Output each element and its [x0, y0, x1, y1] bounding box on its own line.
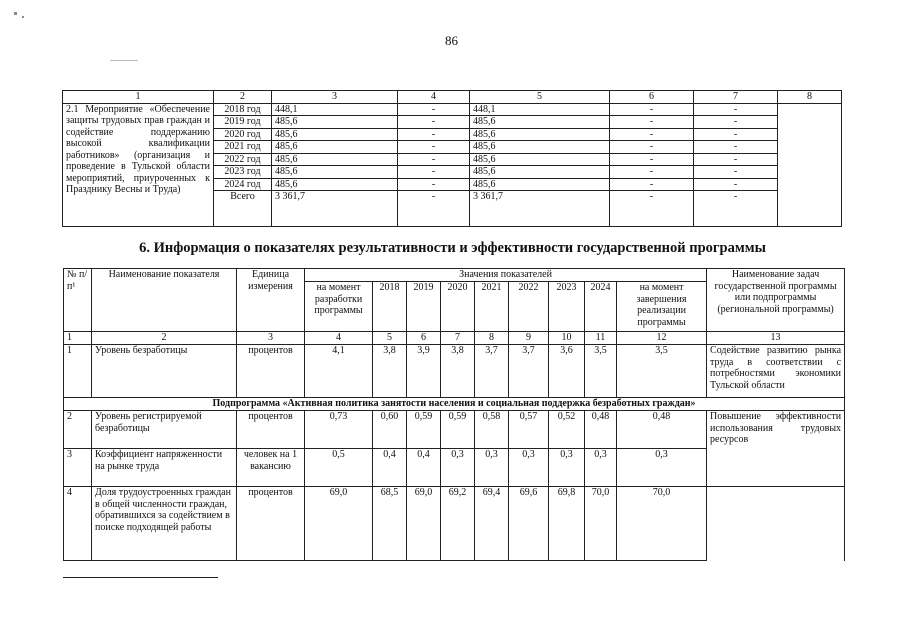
year-cell: 2020 год — [214, 128, 272, 141]
empty-cell — [778, 103, 842, 227]
subprogram-row — [64, 398, 845, 411]
value-cell: 0,3 — [585, 449, 617, 487]
value-cell: 485,6 — [272, 141, 398, 154]
value-cell: 69,2 — [441, 487, 475, 561]
value-cell: 448,1 — [470, 103, 610, 116]
col-number: 11 — [585, 332, 617, 345]
value-cell: 69,0 — [407, 487, 441, 561]
value-cell: - — [398, 178, 470, 191]
col-number: 5 — [373, 332, 407, 345]
value-cell: 485,6 — [470, 166, 610, 179]
header-cell: 3 — [272, 91, 398, 104]
year-header: 2023 — [549, 282, 585, 332]
year-header: 2018 — [373, 282, 407, 332]
year-header: 2022 — [509, 282, 549, 332]
header-cell: Значения показателей — [305, 269, 707, 282]
value-cell: - — [610, 141, 694, 154]
value-cell: - — [398, 116, 470, 129]
unit-cell: процентов — [237, 345, 305, 398]
indicator-name: Уровень регистрируемой безработицы — [92, 411, 237, 449]
value-cell: 0,59 — [407, 411, 441, 449]
table-row — [63, 103, 842, 116]
value-cell: 4,1 — [305, 345, 373, 398]
table-header-row — [63, 91, 842, 104]
value-cell: - — [694, 178, 778, 191]
value-cell: - — [610, 103, 694, 116]
header-cell: 7 — [694, 91, 778, 104]
col-number: 12 — [617, 332, 707, 345]
header-cell: Наименование задач государственной программы или подпрограммы (региональной программы) — [707, 269, 845, 332]
year-cell: 2024 год — [214, 178, 272, 191]
value-cell: 485,6 — [272, 128, 398, 141]
value-cell: - — [610, 191, 694, 227]
year-cell: Всего — [214, 191, 272, 227]
table-row — [64, 487, 845, 561]
value-cell: 0,59 — [441, 411, 475, 449]
col-number: 13 — [707, 332, 845, 345]
value-cell: - — [398, 153, 470, 166]
table-row — [64, 345, 845, 398]
col-number: 2 — [92, 332, 237, 345]
value-cell: 0,4 — [407, 449, 441, 487]
value-cell: 485,6 — [272, 116, 398, 129]
year-cell: 2023 год — [214, 166, 272, 179]
value-cell: 3,7 — [475, 345, 509, 398]
activity-cell: 2.1 Мероприятие «Обеспечение защиты трудовых прав граждан и содействие поддержанию высокой квалификации работников» (организация и проведение в Тульской области мероприятий, приуроченных к Празднику Весны и Труда) — [63, 103, 214, 227]
header-cell: 5 — [470, 91, 610, 104]
value-cell: 3,8 — [373, 345, 407, 398]
value-cell: 0,3 — [549, 449, 585, 487]
section-heading: 6. Информация о показателях результативности и эффективности государственной программы — [139, 240, 766, 256]
value-cell: 0,57 — [509, 411, 549, 449]
footnote-separator — [63, 577, 218, 578]
header-cell: на момент разработки программы — [305, 282, 373, 332]
col-number: 9 — [509, 332, 549, 345]
value-cell: 3,5 — [617, 345, 707, 398]
header-cell: Наименование показателя — [92, 269, 237, 332]
value-cell: 485,6 — [470, 153, 610, 166]
year-header: 2019 — [407, 282, 441, 332]
value-cell: - — [694, 166, 778, 179]
indicator-name: Доля трудоустроенных граждан в общей численности граждан, обратившихся за содействием в поиске подходящей работы — [92, 487, 237, 561]
value-cell: 0,3 — [509, 449, 549, 487]
header-cell: № п/п¹ — [64, 269, 92, 332]
table-row — [64, 411, 845, 449]
value-cell: - — [610, 166, 694, 179]
value-cell: 70,0 — [617, 487, 707, 561]
unit-cell: процентов — [237, 411, 305, 449]
value-cell: - — [398, 141, 470, 154]
value-cell: 485,6 — [470, 116, 610, 129]
value-cell: 3,6 — [549, 345, 585, 398]
value-cell: 0,58 — [475, 411, 509, 449]
value-cell: 0,5 — [305, 449, 373, 487]
value-cell: 485,6 — [470, 128, 610, 141]
value-cell: 485,6 — [470, 141, 610, 154]
year-header: 2024 — [585, 282, 617, 332]
unit-cell: человек на 1 вакансию — [237, 449, 305, 487]
value-cell: 0,48 — [617, 411, 707, 449]
value-cell: 485,6 — [272, 178, 398, 191]
task-cell: Повышение эффективности использования трудовых ресурсов — [707, 411, 845, 487]
value-cell: 0,48 — [585, 411, 617, 449]
scan-speck — [22, 16, 24, 18]
row-number: 1 — [64, 345, 92, 398]
page-number: 86 — [445, 33, 458, 48]
value-cell: - — [398, 191, 470, 227]
value-cell: 3,9 — [407, 345, 441, 398]
row-number: 2 — [64, 411, 92, 449]
value-cell: 0,4 — [373, 449, 407, 487]
header-cell: 2 — [214, 91, 272, 104]
value-cell: - — [694, 128, 778, 141]
funding-table — [62, 90, 842, 227]
value-cell: - — [610, 178, 694, 191]
value-cell: 0,60 — [373, 411, 407, 449]
value-cell: - — [694, 141, 778, 154]
indicator-name: Уровень безработицы — [92, 345, 237, 398]
value-cell: 485,6 — [470, 178, 610, 191]
value-cell: 69,6 — [509, 487, 549, 561]
col-number: 1 — [64, 332, 92, 345]
value-cell: 448,1 — [272, 103, 398, 116]
row-number: 4 — [64, 487, 92, 561]
value-cell: 3 361,7 — [272, 191, 398, 227]
value-cell: 3,7 — [509, 345, 549, 398]
empty-cell — [707, 487, 845, 561]
header-cell: 8 — [778, 91, 842, 104]
indicators-table — [63, 268, 845, 561]
value-cell: 0,3 — [617, 449, 707, 487]
year-header: 2020 — [441, 282, 475, 332]
value-cell: 69,8 — [549, 487, 585, 561]
value-cell: - — [694, 116, 778, 129]
header-cell: Единица измерения — [237, 269, 305, 332]
value-cell: 0,73 — [305, 411, 373, 449]
unit-cell: процентов — [237, 487, 305, 561]
year-cell: 2019 год — [214, 116, 272, 129]
year-cell: 2022 год — [214, 153, 272, 166]
value-cell: 0,52 — [549, 411, 585, 449]
value-cell: 3,5 — [585, 345, 617, 398]
indicator-name: Коэффициент напряженности на рынке труда — [92, 449, 237, 487]
value-cell: - — [610, 128, 694, 141]
value-cell: 0,3 — [441, 449, 475, 487]
year-cell: 2021 год — [214, 141, 272, 154]
year-cell: 2018 год — [214, 103, 272, 116]
header-cell: 1 — [63, 91, 214, 104]
value-cell: 69,0 — [305, 487, 373, 561]
subprogram-title: Подпрограмма «Активная политика занятости населения и социальная поддержка безработных граждан» — [64, 398, 845, 411]
value-cell: 69,4 — [475, 487, 509, 561]
year-header: 2021 — [475, 282, 509, 332]
scan-speck — [110, 60, 138, 61]
header-cell: 6 — [610, 91, 694, 104]
task-cell: Содействие развитию рынка труда в соответствии с потребностями экономики Тульской области — [707, 345, 845, 398]
value-cell: 485,6 — [272, 166, 398, 179]
value-cell: 0,3 — [475, 449, 509, 487]
value-cell: - — [610, 116, 694, 129]
row-number: 3 — [64, 449, 92, 487]
col-number: 4 — [305, 332, 373, 345]
value-cell: - — [398, 166, 470, 179]
value-cell: 3 361,7 — [470, 191, 610, 227]
table-header-row — [64, 269, 845, 282]
value-cell: 3,8 — [441, 345, 475, 398]
col-number: 8 — [475, 332, 509, 345]
value-cell: 485,6 — [272, 153, 398, 166]
value-cell: - — [610, 153, 694, 166]
col-number: 10 — [549, 332, 585, 345]
value-cell: - — [398, 103, 470, 116]
value-cell: 70,0 — [585, 487, 617, 561]
header-cell: 4 — [398, 91, 470, 104]
col-number: 3 — [237, 332, 305, 345]
col-number: 6 — [407, 332, 441, 345]
value-cell: 68,5 — [373, 487, 407, 561]
scan-speck — [14, 12, 17, 15]
value-cell: - — [694, 103, 778, 116]
value-cell: - — [694, 191, 778, 227]
value-cell: - — [398, 128, 470, 141]
value-cell: - — [694, 153, 778, 166]
header-cell: на момент завершения реализации программы — [617, 282, 707, 332]
col-number: 7 — [441, 332, 475, 345]
column-number-row — [64, 332, 845, 345]
